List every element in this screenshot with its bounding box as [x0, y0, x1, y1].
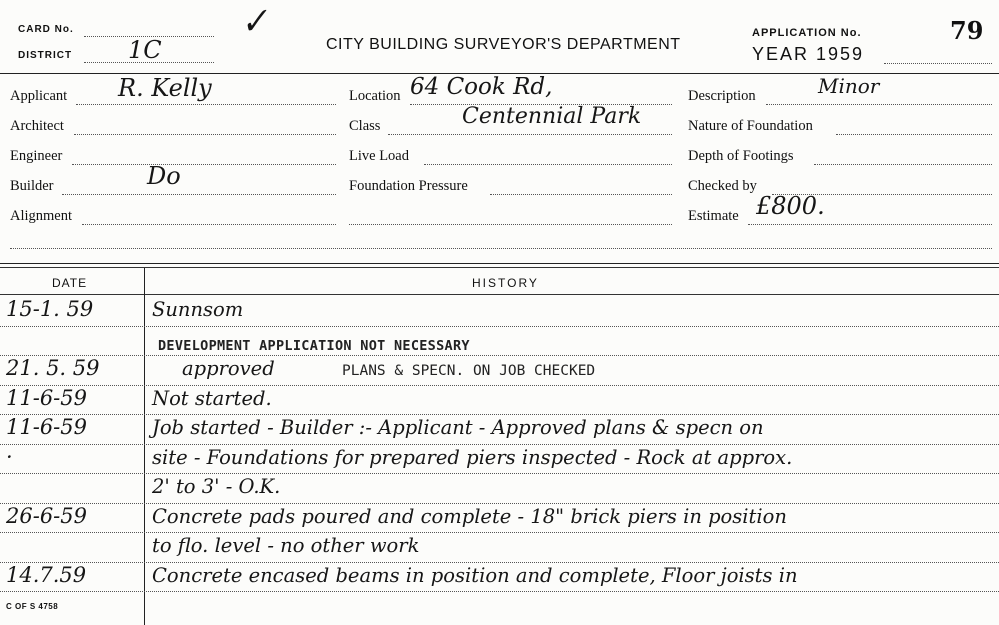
history-date: 15-1. 59 — [6, 297, 94, 321]
history-stamp: PLANS & SPECN. ON JOB CHECKED — [342, 363, 596, 379]
history-date: 11-6-59 — [6, 415, 87, 439]
history-row — [0, 474, 999, 504]
architect-line — [74, 134, 336, 135]
history-date: · — [6, 444, 13, 469]
history-row — [0, 415, 999, 445]
engineer-line — [72, 164, 336, 165]
card-number: 79 — [950, 16, 984, 45]
history-row — [0, 445, 999, 475]
history-text: Concrete encased beams in position and complete, Floor joists in — [152, 563, 798, 587]
application-no-label: APPLICATION No. — [752, 27, 862, 39]
estimate-value: £800. — [756, 192, 825, 220]
history-row — [0, 504, 999, 534]
history-stamp: DEVELOPMENT APPLICATION NOT NECESSARY — [158, 337, 470, 354]
builder-value: Do — [147, 162, 181, 190]
history-row — [0, 327, 999, 357]
builder-label: Builder — [10, 178, 54, 194]
history-text: Not started. — [152, 386, 272, 410]
engineer-label: Engineer — [10, 148, 63, 164]
history-header-rule — [0, 294, 999, 295]
history-text: to flo. level - no other work — [152, 534, 420, 557]
history-date: 26-6-59 — [6, 503, 87, 528]
extra-line — [10, 248, 992, 249]
alignment-line — [82, 224, 336, 225]
foundation-pressure-line — [490, 194, 672, 195]
class-line — [388, 134, 672, 135]
history-top-rule-2 — [0, 267, 999, 268]
applicant-value: R. Kelly — [118, 74, 212, 102]
class-value: Centennial Park — [462, 104, 642, 129]
location-label: Location — [349, 88, 401, 104]
builder-line — [62, 194, 336, 195]
history-top-rule — [0, 263, 999, 264]
foundation-pressure-label: Foundation Pressure — [349, 178, 468, 194]
estimate-line — [748, 224, 992, 225]
history-text: Concrete pads poured and complete - 18" brick piers in position — [152, 504, 787, 528]
history-date: 11-6-59 — [6, 385, 87, 410]
live-load-line — [424, 164, 672, 165]
history-row — [0, 533, 999, 563]
estimate-label: Estimate — [688, 208, 739, 224]
history-date: 21. 5. 59 — [6, 356, 100, 380]
history-text: Job started - Builder :- Applicant - Approved plans & specn on — [152, 416, 764, 439]
history-row — [0, 386, 999, 416]
district-value: 1C — [128, 36, 162, 64]
history-text: Sunnsom — [152, 298, 244, 321]
date-header: DATE — [52, 276, 88, 290]
nature-of-foundation-line — [836, 134, 992, 135]
applicant-line — [76, 104, 336, 105]
nature-of-foundation-label: Nature of Foundation — [688, 118, 813, 134]
depth-of-footings-line — [814, 164, 992, 165]
alignment-label: Alignment — [10, 208, 73, 224]
checked-by-label: Checked by — [688, 178, 757, 194]
history-text: 2' to 3' - O.K. — [152, 475, 281, 498]
applicant-label: Applicant — [10, 88, 68, 104]
class-label: Class — [349, 118, 381, 134]
department-title: CITY BUILDING SURVEYOR'S DEPARTMENT — [326, 36, 681, 53]
description-value: Minor — [818, 74, 880, 98]
year-label: YEAR 1959 — [752, 44, 865, 64]
architect-label: Architect — [10, 118, 64, 134]
depth-of-footings-label: Depth of Footings — [688, 148, 794, 164]
history-header: HISTORY — [472, 276, 539, 290]
card-no-label: CARD No. — [18, 24, 74, 35]
history-row — [0, 356, 999, 386]
history-date: 14.7.59 — [6, 562, 87, 587]
description-label: Description — [688, 88, 756, 104]
history-row-line — [0, 591, 999, 592]
history-text: approved — [182, 357, 275, 380]
history-text: site - Foundations for prepared piers inspected - Rock at approx. — [152, 445, 793, 469]
middle-extra-line — [349, 224, 672, 225]
description-line — [766, 104, 992, 105]
form-code: C OF S 4758 — [6, 602, 59, 611]
year-line — [884, 63, 992, 64]
history-row — [0, 297, 999, 327]
location-value: 64 Cook Rd, — [410, 74, 553, 100]
district-label: DISTRICT — [18, 50, 73, 61]
check-mark: ✓ — [237, 0, 272, 44]
live-load-label: Live Load — [349, 148, 409, 164]
history-row — [0, 563, 999, 593]
